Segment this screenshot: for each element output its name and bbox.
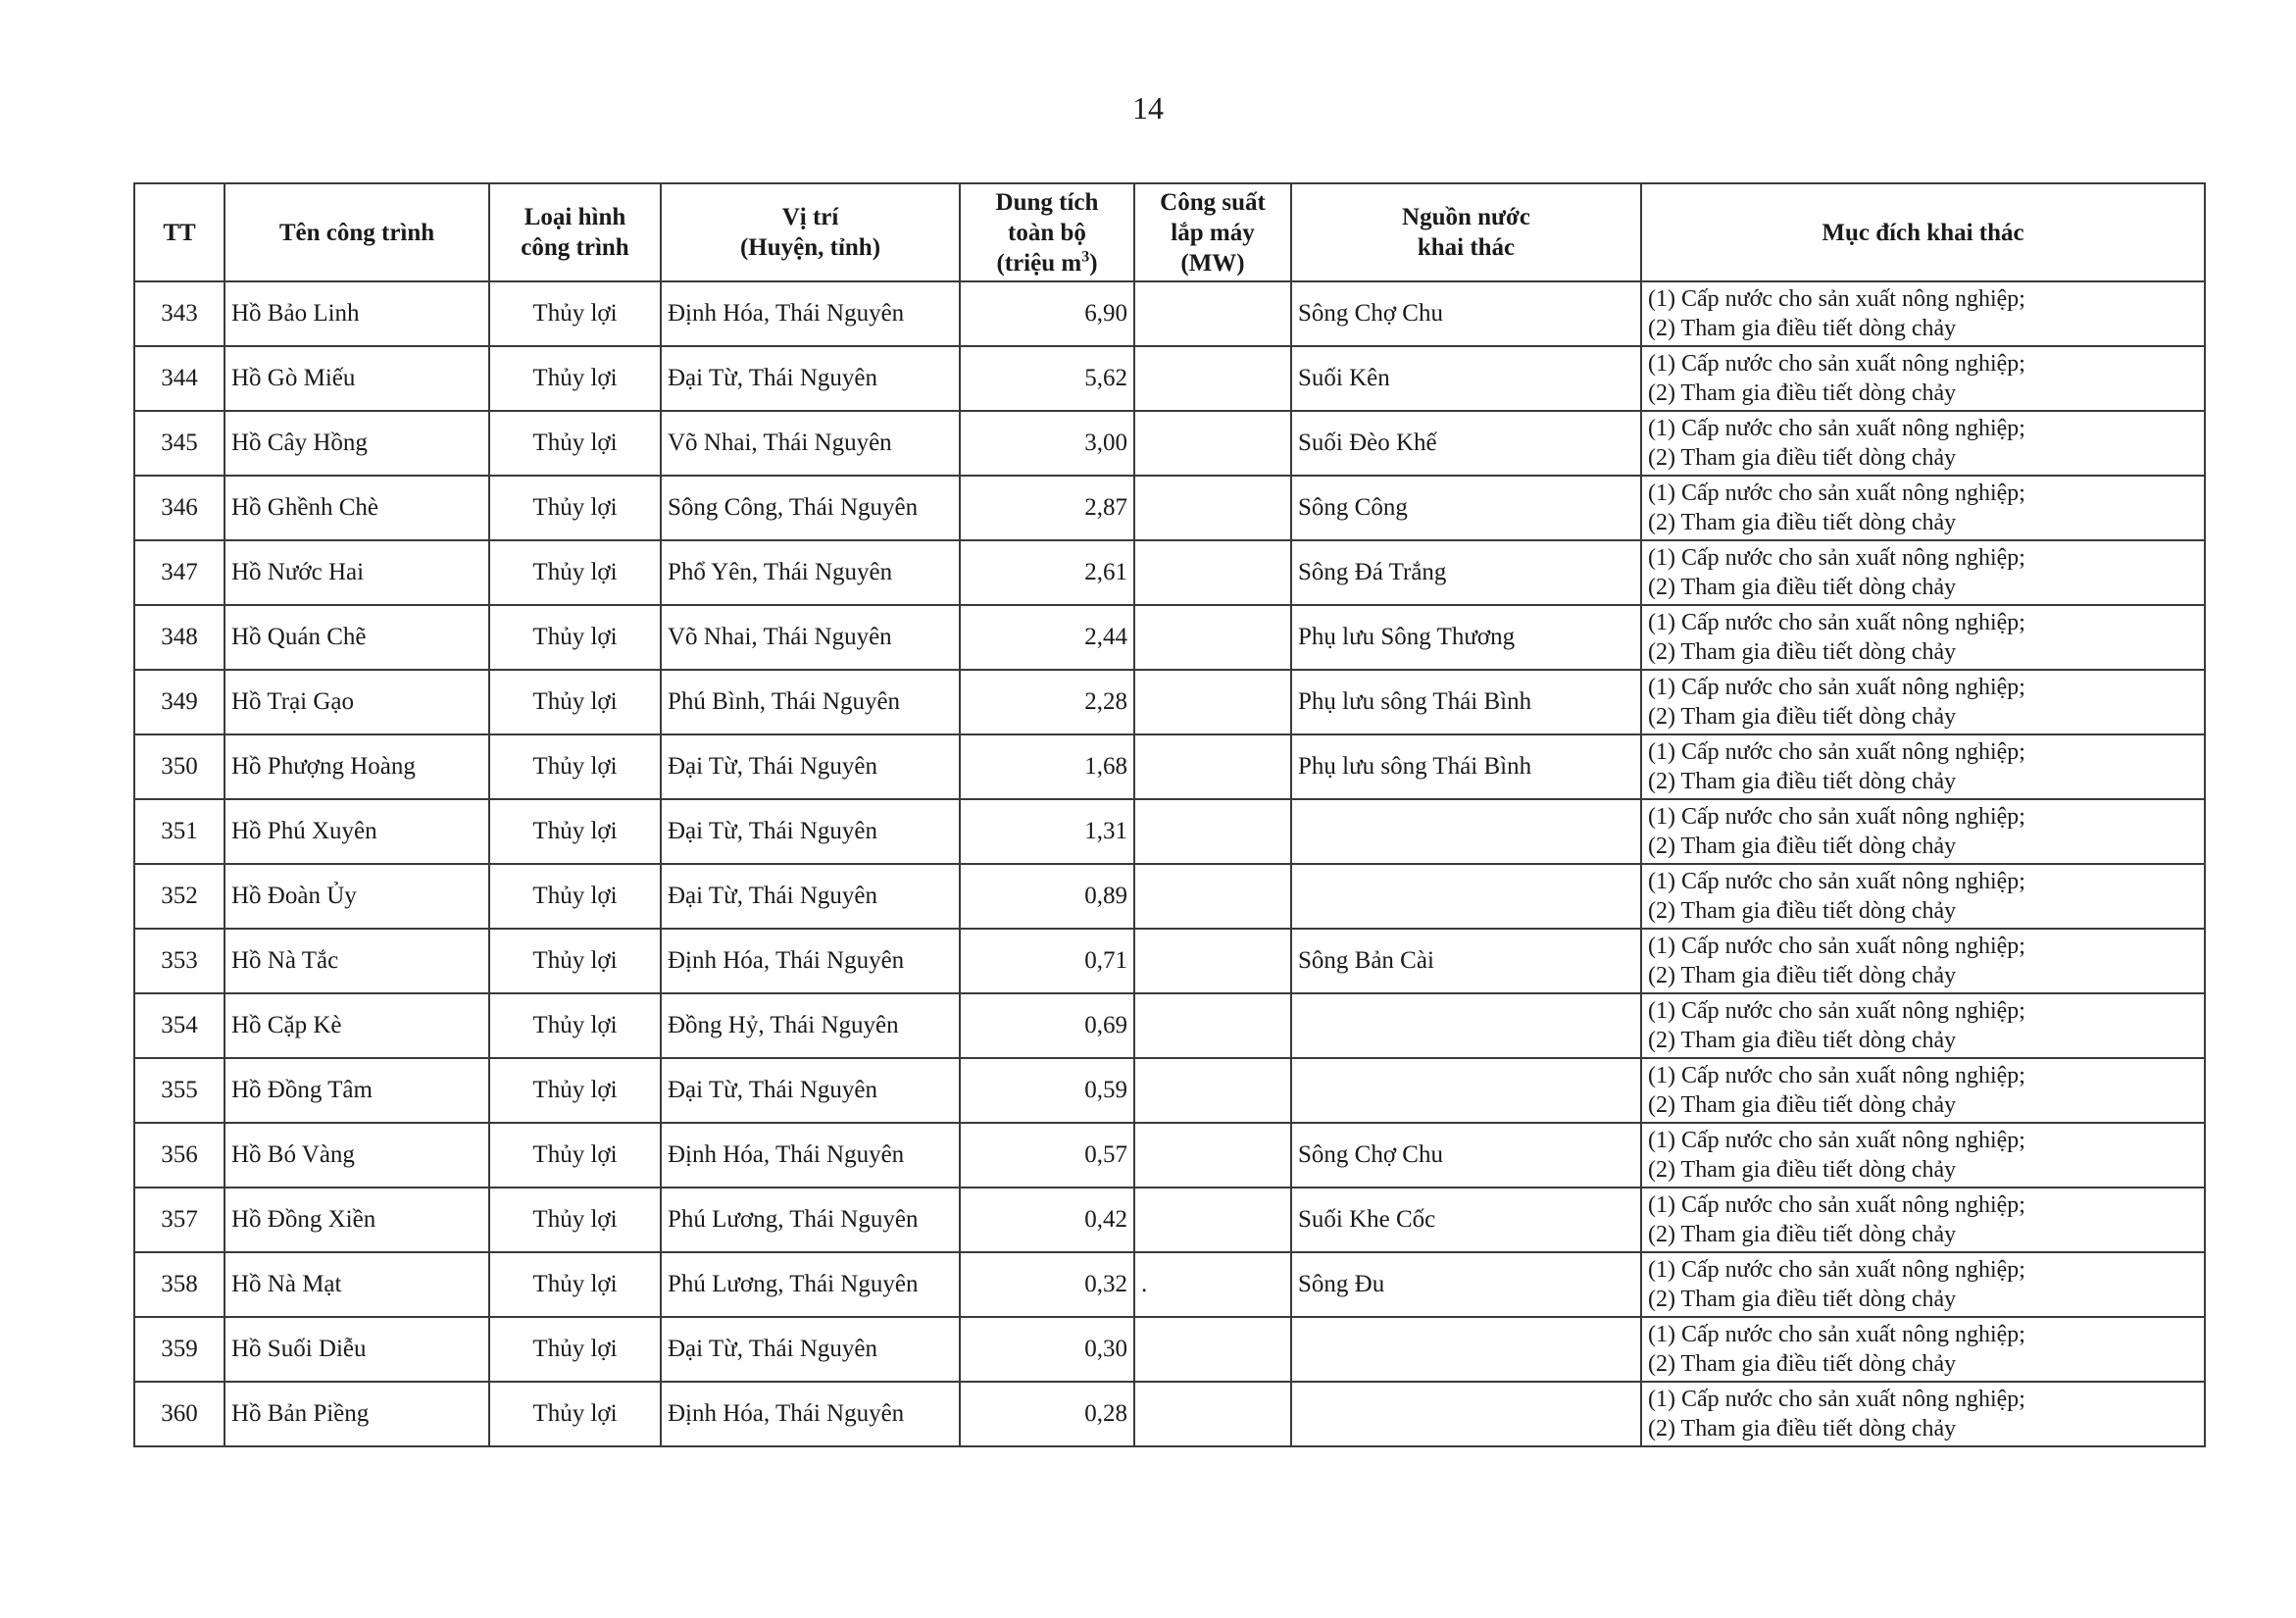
cell-volume: 2,87 bbox=[960, 476, 1134, 540]
purpose-line: (2) Tham gia điều tiết dòng chảy bbox=[1648, 1092, 1957, 1118]
purpose-line: (1) Cấp nước cho sản xuất nông nghiệp; bbox=[1648, 675, 2025, 700]
cell-name: Hồ Đồng Xiền bbox=[225, 1188, 489, 1252]
cell-name: Hồ Suối Diễu bbox=[225, 1317, 489, 1382]
purpose-line: (2) Tham gia điều tiết dòng chảy bbox=[1648, 1416, 1957, 1441]
cell-purpose bbox=[1641, 1252, 2205, 1317]
purpose-line: (2) Tham gia điều tiết dòng chảy bbox=[1648, 316, 1957, 341]
cell-location: Phú Bình, Thái Nguyên bbox=[661, 670, 960, 734]
cell-tt: 351 bbox=[134, 799, 225, 864]
table-header-row bbox=[134, 183, 2205, 281]
cell-tt: 344 bbox=[134, 346, 225, 411]
page-number: 14 bbox=[1132, 90, 1164, 126]
cell-source: Phụ lưu sông Thái Bình bbox=[1291, 670, 1641, 734]
cell-location: Đại Từ, Thái Nguyên bbox=[661, 734, 960, 799]
cell-type: Thủy lợi bbox=[489, 799, 661, 864]
cell-type: Thủy lợi bbox=[489, 346, 661, 411]
cell-capacity bbox=[1134, 929, 1291, 993]
purpose-line: (2) Tham gia điều tiết dòng chảy bbox=[1648, 380, 1957, 406]
purpose-line: (1) Cấp nước cho sản xuất nông nghiệp; bbox=[1648, 1322, 2025, 1347]
purpose-line: (1) Cấp nước cho sản xuất nông nghiệp; bbox=[1648, 1257, 2025, 1283]
purpose-line: (1) Cấp nước cho sản xuất nông nghiệp; bbox=[1648, 1063, 2025, 1088]
table-row bbox=[134, 540, 2205, 605]
cell-location: Đại Từ, Thái Nguyên bbox=[661, 346, 960, 411]
cell-tt: 348 bbox=[134, 605, 225, 670]
cell-capacity bbox=[1134, 1382, 1291, 1446]
cell-type: Thủy lợi bbox=[489, 476, 661, 540]
cell-source bbox=[1291, 993, 1641, 1058]
cell-volume: 1,31 bbox=[960, 799, 1134, 864]
cell-capacity bbox=[1134, 799, 1291, 864]
cell-capacity bbox=[1134, 476, 1291, 540]
cell-capacity bbox=[1134, 540, 1291, 605]
cell-type: Thủy lợi bbox=[489, 1058, 661, 1123]
cell-volume: 5,62 bbox=[960, 346, 1134, 411]
purpose-line: (2) Tham gia điều tiết dòng chảy bbox=[1648, 1157, 1957, 1183]
purpose-line: (1) Cấp nước cho sản xuất nông nghiệp; bbox=[1648, 739, 2025, 765]
cell-purpose bbox=[1641, 929, 2205, 993]
cell-purpose bbox=[1641, 1188, 2205, 1252]
purpose-line: (2) Tham gia điều tiết dòng chảy bbox=[1648, 1028, 1957, 1053]
cell-location: Định Hóa, Thái Nguyên bbox=[661, 1123, 960, 1188]
purpose-line: (2) Tham gia điều tiết dòng chảy bbox=[1648, 704, 1957, 730]
cell-tt: 350 bbox=[134, 734, 225, 799]
table-row bbox=[134, 605, 2205, 670]
cell-location: Đại Từ, Thái Nguyên bbox=[661, 1058, 960, 1123]
cell-type: Thủy lợi bbox=[489, 929, 661, 993]
cell-volume: 0,89 bbox=[960, 864, 1134, 929]
cell-location: Định Hóa, Thái Nguyên bbox=[661, 1382, 960, 1446]
cell-location: Định Hóa, Thái Nguyên bbox=[661, 929, 960, 993]
cell-type: Thủy lợi bbox=[489, 1252, 661, 1317]
cell-purpose bbox=[1641, 670, 2205, 734]
cell-volume: 2,28 bbox=[960, 670, 1134, 734]
cell-purpose bbox=[1641, 799, 2205, 864]
purpose-line: (2) Tham gia điều tiết dòng chảy bbox=[1648, 510, 1957, 535]
cell-purpose bbox=[1641, 281, 2205, 346]
table-row bbox=[134, 799, 2205, 864]
cell-type: Thủy lợi bbox=[489, 1382, 661, 1446]
cell-capacity bbox=[1134, 1058, 1291, 1123]
cell-volume: 0,71 bbox=[960, 929, 1134, 993]
table-body bbox=[134, 281, 2205, 1446]
cell-source: Suối Kên bbox=[1291, 346, 1641, 411]
cell-capacity: . bbox=[1134, 1252, 1291, 1317]
cell-purpose bbox=[1641, 1317, 2205, 1382]
cell-capacity bbox=[1134, 1188, 1291, 1252]
cell-source: Sông Đu bbox=[1291, 1252, 1641, 1317]
cell-volume: 0,57 bbox=[960, 1123, 1134, 1188]
cell-location: Phổ Yên, Thái Nguyên bbox=[661, 540, 960, 605]
reservoir-table bbox=[133, 182, 2206, 1447]
cell-capacity bbox=[1134, 411, 1291, 476]
purpose-line: (1) Cấp nước cho sản xuất nông nghiệp; bbox=[1648, 804, 2025, 830]
cell-source bbox=[1291, 1058, 1641, 1123]
cell-name: Hồ Phú Xuyên bbox=[225, 799, 489, 864]
cell-type: Thủy lợi bbox=[489, 1123, 661, 1188]
purpose-line: (1) Cấp nước cho sản xuất nông nghiệp; bbox=[1648, 934, 2025, 959]
cell-tt: 349 bbox=[134, 670, 225, 734]
cell-location: Phú Lương, Thái Nguyên bbox=[661, 1188, 960, 1252]
cell-name: Hồ Đoàn Ủy bbox=[225, 864, 489, 929]
purpose-line: (1) Cấp nước cho sản xuất nông nghiệp; bbox=[1648, 1128, 2025, 1153]
cell-location: Đại Từ, Thái Nguyên bbox=[661, 1317, 960, 1382]
cell-type: Thủy lợi bbox=[489, 605, 661, 670]
cell-source: Sông Chợ Chu bbox=[1291, 1123, 1641, 1188]
table-row bbox=[134, 864, 2205, 929]
cell-source: Suối Khe Cốc bbox=[1291, 1188, 1641, 1252]
cell-volume: 2,61 bbox=[960, 540, 1134, 605]
cell-name: Hồ Cặp Kè bbox=[225, 993, 489, 1058]
header-tt: TT bbox=[134, 183, 225, 281]
cell-name: Hồ Bản Piềng bbox=[225, 1382, 489, 1446]
cell-volume: 1,68 bbox=[960, 734, 1134, 799]
purpose-line: (2) Tham gia điều tiết dòng chảy bbox=[1648, 898, 1957, 924]
cell-location: Đồng Hỷ, Thái Nguyên bbox=[661, 993, 960, 1058]
table-row bbox=[134, 476, 2205, 540]
cell-name: Hồ Bảo Linh bbox=[225, 281, 489, 346]
cell-purpose bbox=[1641, 605, 2205, 670]
cell-type: Thủy lợi bbox=[489, 993, 661, 1058]
cell-capacity bbox=[1134, 1317, 1291, 1382]
cell-name: Hồ Nà Tắc bbox=[225, 929, 489, 993]
cell-tt: 346 bbox=[134, 476, 225, 540]
header-capacity: Công suất lắp máy (MW) bbox=[1134, 183, 1291, 281]
table-row bbox=[134, 1123, 2205, 1188]
cell-volume: 6,90 bbox=[960, 281, 1134, 346]
purpose-line: (2) Tham gia điều tiết dòng chảy bbox=[1648, 575, 1957, 600]
cell-name: Hồ Ghềnh Chè bbox=[225, 476, 489, 540]
purpose-line: (2) Tham gia điều tiết dòng chảy bbox=[1648, 1287, 1957, 1312]
table-row bbox=[134, 281, 2205, 346]
cell-type: Thủy lợi bbox=[489, 734, 661, 799]
cell-purpose bbox=[1641, 734, 2205, 799]
header-volume: Dung tích toàn bộ (triệu $m^3$) bbox=[960, 183, 1134, 281]
cell-location: Đại Từ, Thái Nguyên bbox=[661, 799, 960, 864]
cell-purpose bbox=[1641, 864, 2205, 929]
table-row bbox=[134, 993, 2205, 1058]
cell-name: Hồ Nước Hai bbox=[225, 540, 489, 605]
purpose-line: (2) Tham gia điều tiết dòng chảy bbox=[1648, 963, 1957, 988]
cell-capacity bbox=[1134, 993, 1291, 1058]
cell-tt: 360 bbox=[134, 1382, 225, 1446]
cell-name: Hồ Phượng Hoàng bbox=[225, 734, 489, 799]
purpose-line: (1) Cấp nước cho sản xuất nông nghiệp; bbox=[1648, 480, 2025, 506]
cell-location: Võ Nhai, Thái Nguyên bbox=[661, 411, 960, 476]
purpose-line: (1) Cấp nước cho sản xuất nông nghiệp; bbox=[1648, 1387, 2025, 1412]
cell-volume: 0,69 bbox=[960, 993, 1134, 1058]
cell-volume: 3,00 bbox=[960, 411, 1134, 476]
cell-purpose bbox=[1641, 346, 2205, 411]
purpose-line: (2) Tham gia điều tiết dòng chảy bbox=[1648, 1222, 1957, 1247]
table-row bbox=[134, 1252, 2205, 1317]
cell-tt: 354 bbox=[134, 993, 225, 1058]
table-row bbox=[134, 670, 2205, 734]
cell-tt: 357 bbox=[134, 1188, 225, 1252]
header-type: Loại hình công trình bbox=[489, 183, 661, 281]
cell-tt: 345 bbox=[134, 411, 225, 476]
purpose-line: (1) Cấp nước cho sản xuất nông nghiệp; bbox=[1648, 610, 2025, 635]
cell-location: Sông Công, Thái Nguyên bbox=[661, 476, 960, 540]
cell-tt: 356 bbox=[134, 1123, 225, 1188]
cell-source bbox=[1291, 864, 1641, 929]
table-row bbox=[134, 1058, 2205, 1123]
cell-source: Suối Đèo Khế bbox=[1291, 411, 1641, 476]
cell-name: Hồ Gò Miếu bbox=[225, 346, 489, 411]
cell-volume: 0,30 bbox=[960, 1317, 1134, 1382]
cell-location: Đại Từ, Thái Nguyên bbox=[661, 864, 960, 929]
cell-location: Võ Nhai, Thái Nguyên bbox=[661, 605, 960, 670]
cell-name: Hồ Quán Chẽ bbox=[225, 605, 489, 670]
cell-tt: 343 bbox=[134, 281, 225, 346]
cell-source: Sông Chợ Chu bbox=[1291, 281, 1641, 346]
header-location: Vị trí (Huyện, tỉnh) bbox=[661, 183, 960, 281]
cell-type: Thủy lợi bbox=[489, 411, 661, 476]
cell-name: Hồ Bó Vàng bbox=[225, 1123, 489, 1188]
table-row bbox=[134, 929, 2205, 993]
cell-source: Sông Công bbox=[1291, 476, 1641, 540]
purpose-line: (1) Cấp nước cho sản xuất nông nghiệp; bbox=[1648, 416, 2025, 441]
cell-tt: 347 bbox=[134, 540, 225, 605]
cell-purpose bbox=[1641, 1382, 2205, 1446]
table-row bbox=[134, 1188, 2205, 1252]
table-row bbox=[134, 734, 2205, 799]
cell-type: Thủy lợi bbox=[489, 1188, 661, 1252]
cell-tt: 355 bbox=[134, 1058, 225, 1123]
cell-name: Hồ Trại Gạo bbox=[225, 670, 489, 734]
cell-tt: 359 bbox=[134, 1317, 225, 1382]
cell-capacity bbox=[1134, 605, 1291, 670]
table-row bbox=[134, 411, 2205, 476]
cell-location: Phú Lương, Thái Nguyên bbox=[661, 1252, 960, 1317]
cell-source: Sông Đá Trắng bbox=[1291, 540, 1641, 605]
cell-volume: 0,59 bbox=[960, 1058, 1134, 1123]
cell-volume: 0,42 bbox=[960, 1188, 1134, 1252]
cell-name: Hồ Đồng Tâm bbox=[225, 1058, 489, 1123]
cell-source: Phụ lưu sông Thái Bình bbox=[1291, 734, 1641, 799]
cell-source bbox=[1291, 1317, 1641, 1382]
purpose-line: (2) Tham gia điều tiết dòng chảy bbox=[1648, 1351, 1957, 1377]
cell-location: Định Hóa, Thái Nguyên bbox=[661, 281, 960, 346]
cell-capacity bbox=[1134, 864, 1291, 929]
cell-purpose bbox=[1641, 993, 2205, 1058]
purpose-line: (2) Tham gia điều tiết dòng chảy bbox=[1648, 834, 1957, 859]
cell-name: Hồ Cây Hồng bbox=[225, 411, 489, 476]
table-row bbox=[134, 1382, 2205, 1446]
purpose-line: (2) Tham gia điều tiết dòng chảy bbox=[1648, 769, 1957, 794]
header-purpose: Mục đích khai thác bbox=[1641, 183, 2205, 281]
cell-source: Sông Bản Cài bbox=[1291, 929, 1641, 993]
cell-type: Thủy lợi bbox=[489, 540, 661, 605]
cell-tt: 352 bbox=[134, 864, 225, 929]
cell-type: Thủy lợi bbox=[489, 1317, 661, 1382]
cell-volume: 2,44 bbox=[960, 605, 1134, 670]
cell-name: Hồ Nà Mạt bbox=[225, 1252, 489, 1317]
cell-purpose bbox=[1641, 540, 2205, 605]
purpose-line: (2) Tham gia điều tiết dòng chảy bbox=[1648, 445, 1957, 471]
cell-capacity bbox=[1134, 281, 1291, 346]
purpose-line: (1) Cấp nước cho sản xuất nông nghiệp; bbox=[1648, 351, 2025, 377]
cell-source bbox=[1291, 799, 1641, 864]
cell-source bbox=[1291, 1382, 1641, 1446]
table-row bbox=[134, 346, 2205, 411]
header-name: Tên công trình bbox=[225, 183, 489, 281]
purpose-line: (1) Cấp nước cho sản xuất nông nghiệp; bbox=[1648, 1192, 2025, 1218]
cell-volume: 0,28 bbox=[960, 1382, 1134, 1446]
purpose-line: (1) Cấp nước cho sản xuất nông nghiệp; bbox=[1648, 545, 2025, 571]
cell-type: Thủy lợi bbox=[489, 864, 661, 929]
purpose-line: (1) Cấp nước cho sản xuất nông nghiệp; bbox=[1648, 286, 2025, 312]
cell-purpose bbox=[1641, 1123, 2205, 1188]
cell-purpose bbox=[1641, 476, 2205, 540]
header-source: Nguồn nước khai thác bbox=[1291, 183, 1641, 281]
cell-type: Thủy lợi bbox=[489, 281, 661, 346]
cell-capacity bbox=[1134, 1123, 1291, 1188]
cell-tt: 353 bbox=[134, 929, 225, 993]
cell-capacity bbox=[1134, 734, 1291, 799]
cell-source: Phụ lưu Sông Thương bbox=[1291, 605, 1641, 670]
cell-purpose bbox=[1641, 1058, 2205, 1123]
purpose-line: (2) Tham gia điều tiết dòng chảy bbox=[1648, 639, 1957, 665]
table-row bbox=[134, 1317, 2205, 1382]
purpose-line: (1) Cấp nước cho sản xuất nông nghiệp; bbox=[1648, 998, 2025, 1024]
cell-capacity bbox=[1134, 346, 1291, 411]
cell-volume: 0,32 bbox=[960, 1252, 1134, 1317]
cell-type: Thủy lợi bbox=[489, 670, 661, 734]
cell-purpose bbox=[1641, 411, 2205, 476]
cell-capacity bbox=[1134, 670, 1291, 734]
purpose-line: (1) Cấp nước cho sản xuất nông nghiệp; bbox=[1648, 869, 2025, 894]
cell-tt: 358 bbox=[134, 1252, 225, 1317]
